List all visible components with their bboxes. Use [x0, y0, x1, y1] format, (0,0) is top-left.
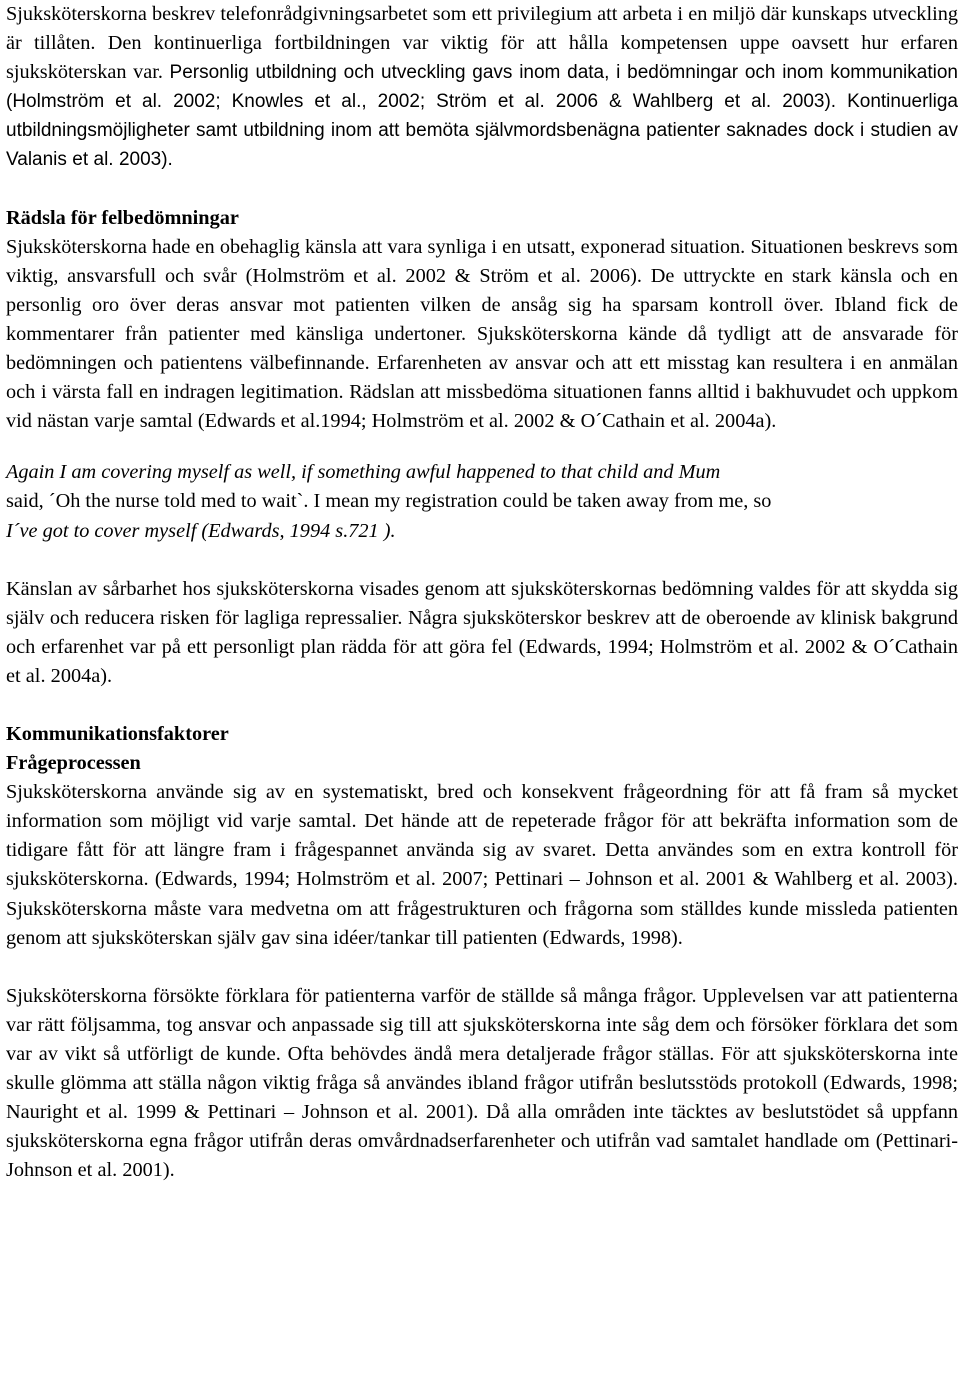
section-heading-radsla: Rädsla för felbedömningar [6, 206, 239, 229]
spacer [6, 953, 958, 982]
frageprocessen-paragraph-1: Sjuksköterskorna använde sig av en systematiskt, bred och konsekvent frågeordning för att få fram så mycket information som möjligt vid varje samtal. Det hände att de repeterade frågor för att bekräfta information som de tidigare fått för att längre fram i frågespannet använda sig av svaret. Detta användes som en extra kontroll för sjuksköterskorna. (Edwards, 1994; Holmström et al. 2007; Pettinari – Johnson et al. 2001 & Wahlberg et al. 2003). Sjuksköterskorna måste vara medvetna om att frågestrukturen och frågorna som ställdes kunde missleda patienten genom att sjuksköterskan själv gav sina idéer/tankar till patienten (Edwards, 1998). [6, 781, 958, 949]
intro-paragraph-part2: Personlig utbildning och utveckling gavs inom data, i bedömningar och inom kommunikation (Holmström et al. 2002; Knowles et al., 2002; Ström et al. 2006 & Wahlberg et al. 2003). Kontinuerliga utbildningsmöjligheter samt utbildning inom att bemöta självmordsbenägna patienter saknades dock i studien av Valanis et al. 2003). [6, 62, 958, 171]
intro-paragraph [6, 0, 958, 175]
spacer [6, 691, 958, 720]
intro-paragraph-part1: Sjuksköterskorna beskrev telefonrådgivningsarbetet som ett privilegium att arbeta i en miljö där kunskaps utveckling är tillåten. Den kontinuerliga fortbildningen var viktig för att hålla kompetensen uppe oavsett hur erfaren sjuksköterskan var. [6, 3, 958, 84]
spacer [6, 546, 958, 575]
vulnerability-paragraph: Känslan av sårbarhet hos sjuksköterskorna visades genom att sjuksköterskornas bedömning valdes för att skydda sig själv och reducera risken för lagliga repressalier. Några sjuksköterskor beskrev att de oberoende av klinisk bakgrund och erfarenhet var på ett personligt plan rädda för att göra fel (Edwards, 1994; Holmström et al. 2002 & O´Cathain et al. 2004a). [6, 577, 958, 687]
frageprocessen-paragraph-2: Sjuksköterskorna försökte förklara för patienterna varför de ställde så många frågor. Upplevelsen var att patienterna var rätt följsamma, tog ansvar och anpassade sig till att sjuksköterskorna inte såg dem och försöker förklara det som var av vikt så utförligt de kunde. Ofta behövdes ändå mera detaljerade frågor ställas. För att sjuksköterskorna inte skulle glömma att ställa någon viktig fråga så användes ibland frågor utifrån beslutsstöds protokoll (Edwards, 1998; Nauright et al. 1999 & Pettinari – Johnson et al. 2001). Då alla områden inte täcktes av beslutstödet så uppfann sjuksköterskorna egna frågor utifrån deras omvårdnadserfarenheter och utifrån vad samtalet handlade om (Pettinari-Johnson et al. 2001). [6, 984, 958, 1182]
spacer [6, 436, 958, 458]
section-heading-kommunikation: Kommunikationsfaktorer [6, 722, 229, 745]
quote-line-3: I´ve got to cover myself (Edwards, 1994 s.721 ). [6, 519, 396, 542]
block-quote [6, 458, 958, 545]
section-body-radsla: Sjuksköterskorna hade en obehaglig känsla att vara synliga i en utsatt, exponerad situation. Situationen beskrevs som viktig, ansvarsfull och svår (Holmström et al. 2002 & Ström et al. 2006). De uttryckte en stark känsla och en personlig oro över deras ansvar mot patienten vilken de ansåg sig ha sparsam kontroll över. Ibland fick de kommentarer från patienter med känsliga undertoner. Sjuksköterskorna kände då tydligt att de ansvarade för bedömningen och patientens välbefinnande. Erfarenheten av ansvar och att ett misstag kan resultera i en anmälan och i värsta fall en indragen legitimation. Rädslan att missbedöma situationen fanns alltid i bakhuvudet och uppkom vid nästan varje samtal (Edwards et al.1994; Holmström et al. 2002 & O´Cathain et al. 2004a). [6, 235, 958, 433]
subsection-heading-frageprocessen: Frågeprocessen [6, 752, 141, 775]
quote-line-2: said, ´Oh the nurse told med to wait`. I mean my registration could be taken away from me, so [6, 490, 772, 513]
spacer [6, 175, 958, 204]
document-page [6, 0, 958, 1185]
quote-line-1: Again I am covering myself as well, if something awful happened to that child and Mum [6, 461, 721, 484]
